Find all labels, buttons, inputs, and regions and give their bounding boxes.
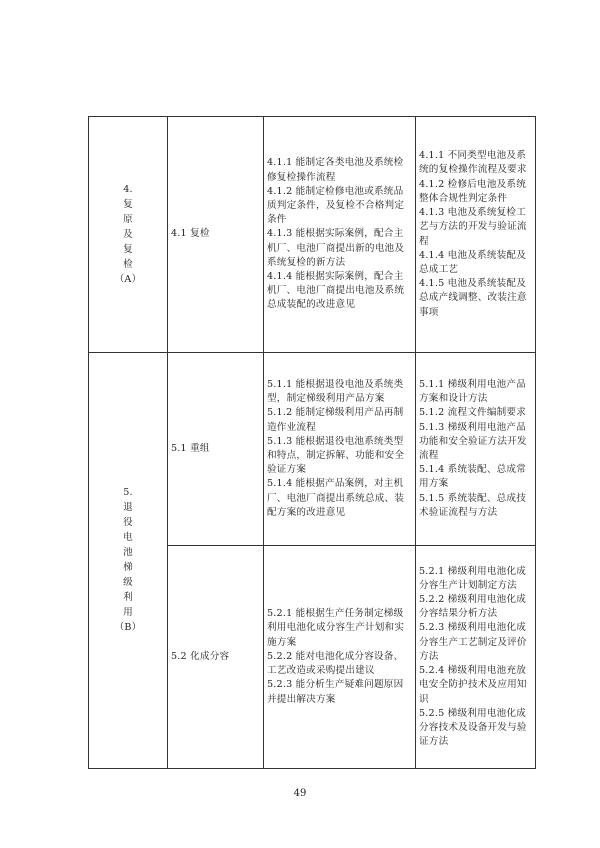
knowledge-item: 5.2.2 梯级利用电池化成分容结果分析方法 <box>419 594 527 620</box>
skill-item: 4.1.3 能根据实际案例，配合主机厂、电池厂商提出新的电池及系统复检的新方法 <box>267 228 405 268</box>
skills-cell <box>264 117 416 353</box>
knowledge-item: 5.1.2 流程文件编制要求 <box>419 407 527 419</box>
knowledge-item: 4.1.4 电池及系统装配及总成工艺 <box>419 249 527 275</box>
knowledge-item: 4.1.3 电池及系统复检工艺与方法的开发与验证流程 <box>419 207 527 247</box>
knowledge-item: 4.1.1 不同类型电池及系统的复检操作流程及要求 <box>419 150 527 176</box>
knowledge-cell <box>416 546 536 769</box>
skill-item: 5.1.4 能根据产品案例，对主机厂、电池厂商提出系统总成、装配方案的改进意见 <box>267 478 405 518</box>
module-label: 4. 复 原 及 复 检 （A） <box>114 183 142 285</box>
unit-label: 5.1 重组 <box>171 442 210 454</box>
skills-table <box>88 116 536 769</box>
unit-label: 5.2 化成分容 <box>171 650 230 662</box>
knowledge-item: 5.2.3 梯级利用电池化成分容生产工艺制定及评价方法 <box>419 622 527 662</box>
knowledge-item: 4.1.5 电池及系统装配及总成产线调整、改装注意事项 <box>419 278 527 318</box>
module-cell <box>89 117 168 353</box>
knowledge-item: 5.1.4 系统装配、总成常用方案 <box>419 464 527 490</box>
unit-cell <box>168 353 264 546</box>
skill-item: 5.2.1 能根据生产任务制定梯级利用电池化成分容生产计划和实施方案 <box>267 608 405 648</box>
knowledge-item: 5.1.5 系统装配、总成技术验证流程与方法 <box>419 492 527 518</box>
skill-item: 5.1.1 能根据退役电池及系统类型，制定梯级利用产品方案 <box>267 378 404 405</box>
knowledge-item: 5.2.4 梯级利用电池充放电安全防护技术及应用知识 <box>419 665 527 705</box>
unit-label: 4.1 复检 <box>171 228 210 240</box>
skill-item: 5.1.3 能根据退役电池系统类型和特点，制定拆解、功能和安全验证方案 <box>267 435 405 476</box>
knowledge-item: 4.1.2 检修后电池及系统整体合规性判定条件 <box>419 178 527 204</box>
skill-item: 4.1.4 能根据实际案例，配合主机厂、电池厂商提出电池及系统总成装配的改进意见 <box>267 271 405 311</box>
knowledge-item: 5.1.3 梯级利用电池产品功能和安全验证方法开发流程 <box>419 421 527 461</box>
module-cell <box>89 353 168 769</box>
skill-item: 5.2.3 能分析生产疑难问题原因并提出解决方案 <box>267 679 404 705</box>
knowledge-item: 5.2.1 梯级利用电池化成分容生产计划制定方法 <box>419 565 527 591</box>
table-row <box>89 353 536 546</box>
skill-item: 4.1.2 能制定检修电池或系统品质判定条件，及复检不合格判定条件 <box>267 185 405 226</box>
knowledge-cell <box>416 353 536 546</box>
skill-item: 5.1.2 能制定梯级利用产品再制造作业流程 <box>267 407 404 433</box>
skill-item: 5.2.2 能对电池化成分容设备、工艺改造或采购提出建议 <box>267 650 404 677</box>
skills-cell <box>264 546 416 769</box>
knowledge-item: 5.2.5 梯级利用电池化成分容技术及设备开发与验证方法 <box>419 707 527 748</box>
knowledge-cell <box>416 117 536 353</box>
unit-cell <box>168 117 264 353</box>
module-label: 5. 退 役 电 池 梯 级 利 用 （B） <box>114 487 142 634</box>
table-row <box>89 117 536 353</box>
skill-item: 4.1.1 能制定各类电池及系统检修复检操作流程 <box>267 157 404 183</box>
page-number: 49 <box>293 788 307 799</box>
unit-cell <box>168 546 264 769</box>
knowledge-item: 5.1.1 梯级利用电池产品方案和设计方法 <box>419 378 527 405</box>
skills-cell <box>264 353 416 546</box>
